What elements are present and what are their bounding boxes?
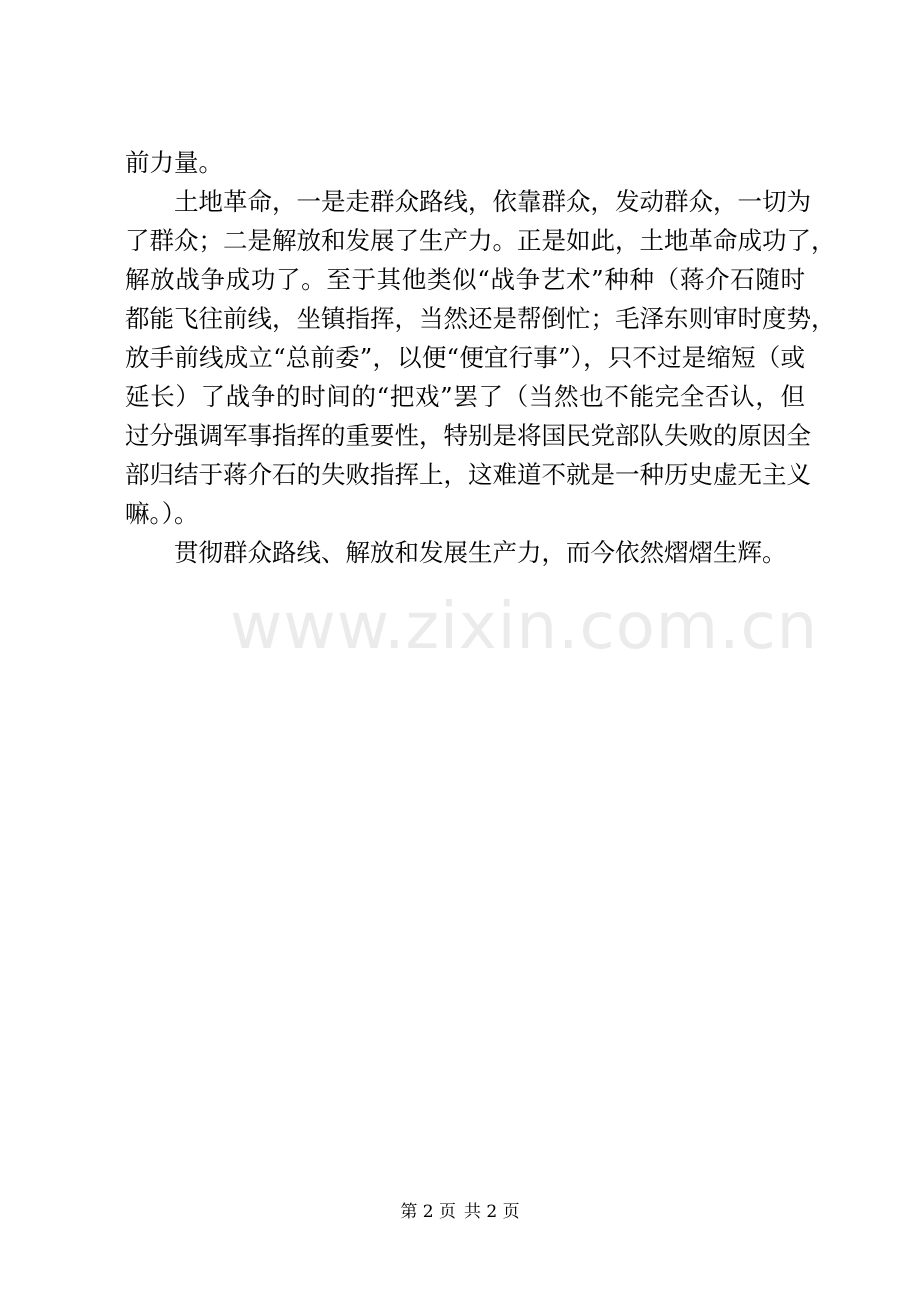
text-line: 贯彻群众路线、解放和发展生产力，而今依然熠熠生辉。 bbox=[174, 538, 787, 567]
document-body bbox=[125, 143, 836, 572]
text-line: 过分强调军事指挥的重要性，特别是将国民党部队失败的原因全 bbox=[125, 421, 811, 450]
watermark: www.zixin.com.cn bbox=[230, 590, 819, 664]
text-line: 土地革命，一是走群众路线，依靠群众，发动群众，一切为 bbox=[174, 187, 811, 216]
text-line: 部归结于蒋介石的失败指挥上，这难道不就是一种历史虚无主义 bbox=[125, 460, 811, 489]
page-total: 共 2 页 bbox=[464, 1202, 520, 1222]
text-line: 了群众；二是解放和发展了生产力。正是如此，土地革命成功了， bbox=[125, 226, 836, 255]
page-number: 第 2 页 bbox=[400, 1202, 456, 1222]
text-line: 延长）了战争的时间的“把戏”罢了（当然也不能完全否认，但 bbox=[125, 382, 805, 411]
text-line: 解放战争成功了。至于其他类似“战争艺术”种种（蒋介石随时 bbox=[125, 265, 805, 294]
text-line: 都能飞往前线，坐镇指挥，当然还是帮倒忙；毛泽东则审时度势， bbox=[125, 304, 836, 333]
page-footer bbox=[0, 1200, 920, 1224]
text-line: 嘛。）。 bbox=[125, 499, 199, 528]
text-line: 前力量。 bbox=[125, 148, 223, 177]
text-line: 放手前线成立“总前委”，以便“便宜行事”），只不过是缩短（或 bbox=[125, 343, 805, 372]
paragraph-2 bbox=[125, 182, 836, 533]
paragraph-3 bbox=[125, 533, 805, 572]
paragraph-1 bbox=[125, 143, 805, 182]
